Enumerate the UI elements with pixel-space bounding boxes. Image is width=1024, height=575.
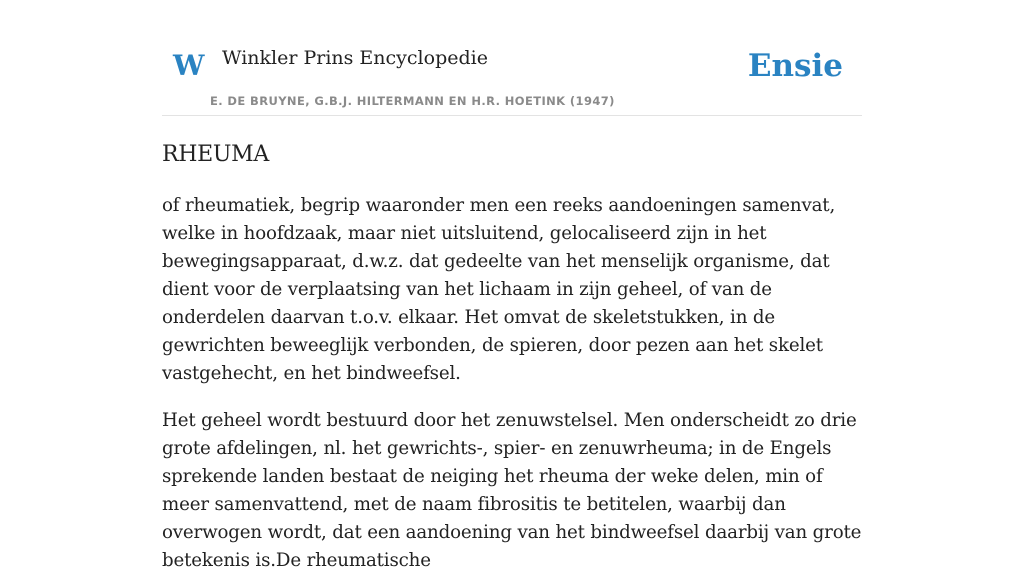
source-title[interactable]: Winkler Prins Encyclopedie [222, 47, 488, 69]
source-header [162, 30, 862, 116]
ensie-brand-logo[interactable]: Ensie [747, 48, 843, 84]
winkler-prins-logo-icon[interactable]: W [173, 49, 205, 82]
source-authors: E. DE BRUYNE, G.B.J. HILTERMANN EN H.R. HOETINK (1947) [210, 94, 615, 108]
entry-headword: RHEUMA [162, 142, 269, 167]
encyclopedia-entry [162, 140, 862, 575]
entry-paragraph: of rheumatiek, begrip waaronder men een reeks aandoeningen samenvat, welke in hoofdzaak, maar niet uitsluitend, gelocaliseerd zijn in het bewegingsapparaat, d.w.z. dat gedeelte van het menselijk organisme, dat dient voor de verplaatsing van het lichaam in zijn geheel, of van de onderdelen daarvan t.o.v. elkaar. Het omvat de skeletstukken, in de gewrichten beweeglijk verbonden, de spieren, door pezen aan het skelet vastgehecht, en het bindweefsel. [162, 195, 836, 384]
entry-paragraph: Het geheel wordt bestuurd door het zenuwstelsel. Men onderscheidt zo drie grote afdelingen, nl. het gewrichts-, spier- en zenuwrheuma; in de Engels sprekende landen bestaat de neiging het rheuma der weke delen, min of meer samenvattend, met de naam fibrositis te betitelen, waarbij dan overwogen wordt, dat een aandoening van het bindweefsel daarbij van grote betekenis is.De rheumatische [162, 410, 862, 571]
